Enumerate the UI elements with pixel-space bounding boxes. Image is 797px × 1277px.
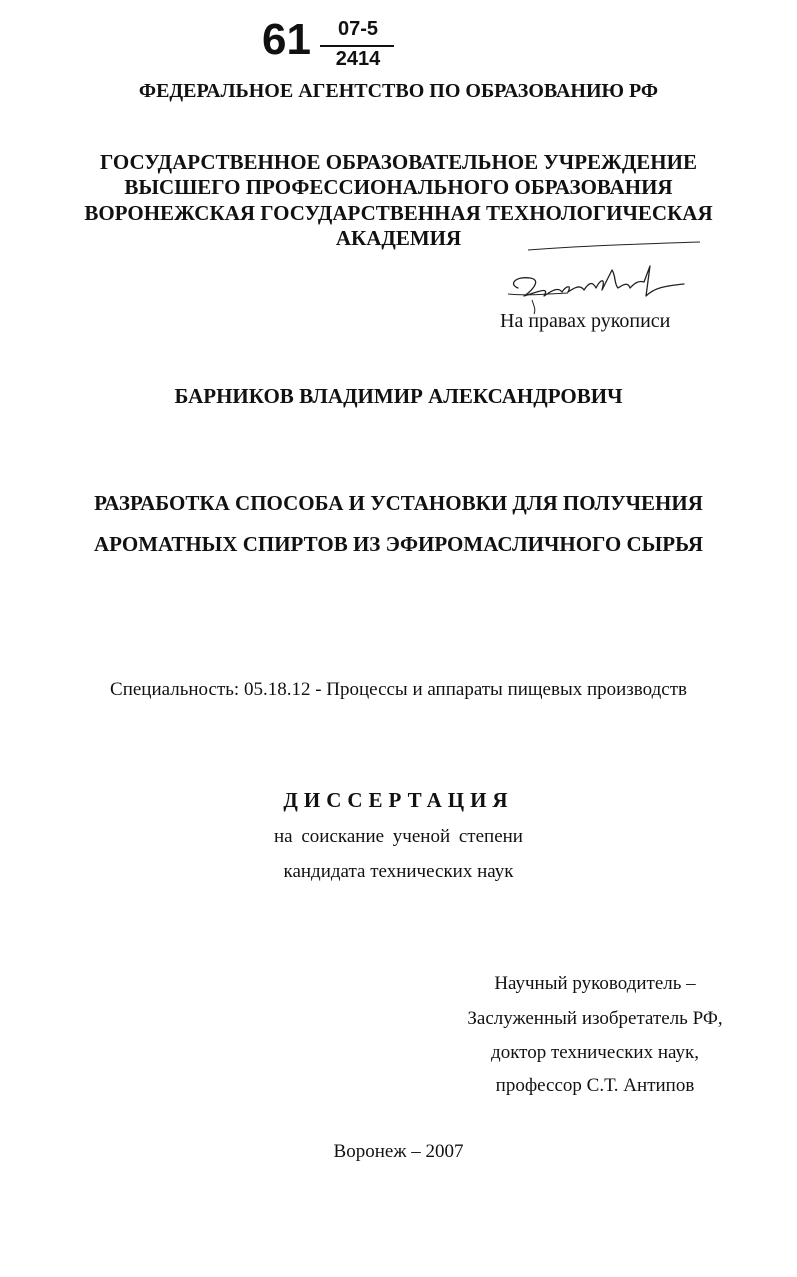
author-name: БАРНИКОВ ВЛАДИМИР АЛЕКСАНДРОВИЧ bbox=[174, 384, 623, 408]
specialty-line: Специальность: 05.18.12 - Процессы и аппараты пищевых производств bbox=[110, 679, 687, 700]
institution-line-2: ВЫСШЕГО ПРОФЕССИОНАЛЬНОГО ОБРАЗОВАНИЯ bbox=[124, 175, 673, 199]
archive-stamp bbox=[258, 15, 398, 78]
stamp-main-number: 61 bbox=[262, 15, 311, 64]
agency-heading: ФЕДЕРАЛЬНОЕ АГЕНТСТВО ПО ОБРАЗОВАНИЮ РФ bbox=[138, 80, 659, 102]
dissertation-heading: ДИССЕРТАЦИЯ bbox=[283, 788, 514, 812]
dissertation-title-line-1: РАЗРАБОТКА СПОСОБА И УСТАНОВКИ ДЛЯ ПОЛУЧЕНИЯ bbox=[94, 491, 703, 515]
supervisor-title: Заслуженный изобретатель РФ, bbox=[467, 1008, 723, 1029]
institution-line-1: ГОСУДАРСТВЕННОЕ ОБРАЗОВАТЕЛЬНОЕ УЧРЕЖДЕНИЕ bbox=[100, 150, 697, 174]
dissertation-purpose: на соискание ученой степени bbox=[274, 826, 523, 847]
stamp-denominator: 2414 bbox=[335, 48, 381, 70]
supervisor-degree: доктор технических наук, bbox=[491, 1042, 699, 1063]
institution-line-4: АКАДЕМИЯ bbox=[335, 226, 462, 250]
stamp-numerator: 07-5 bbox=[337, 18, 379, 40]
dissertation-degree: кандидата технических наук bbox=[283, 861, 514, 882]
supervisor-role: Научный руководитель – bbox=[494, 973, 696, 994]
handwritten-signature bbox=[488, 236, 708, 316]
manuscript-rights-note: На правах рукописи bbox=[500, 310, 671, 332]
institution-line-3: ВОРОНЕЖСКАЯ ГОСУДАРСТВЕННАЯ ТЕХНОЛОГИЧЕСКАЯ bbox=[84, 201, 713, 225]
dissertation-title-line-2: АРОМАТНЫХ СПИРТОВ ИЗ ЭФИРОМАСЛИЧНОГО СЫРЬЯ bbox=[94, 532, 703, 556]
city-year: Воронеж – 2007 bbox=[333, 1141, 464, 1162]
supervisor-name: профессор С.Т. Антипов bbox=[495, 1075, 695, 1096]
